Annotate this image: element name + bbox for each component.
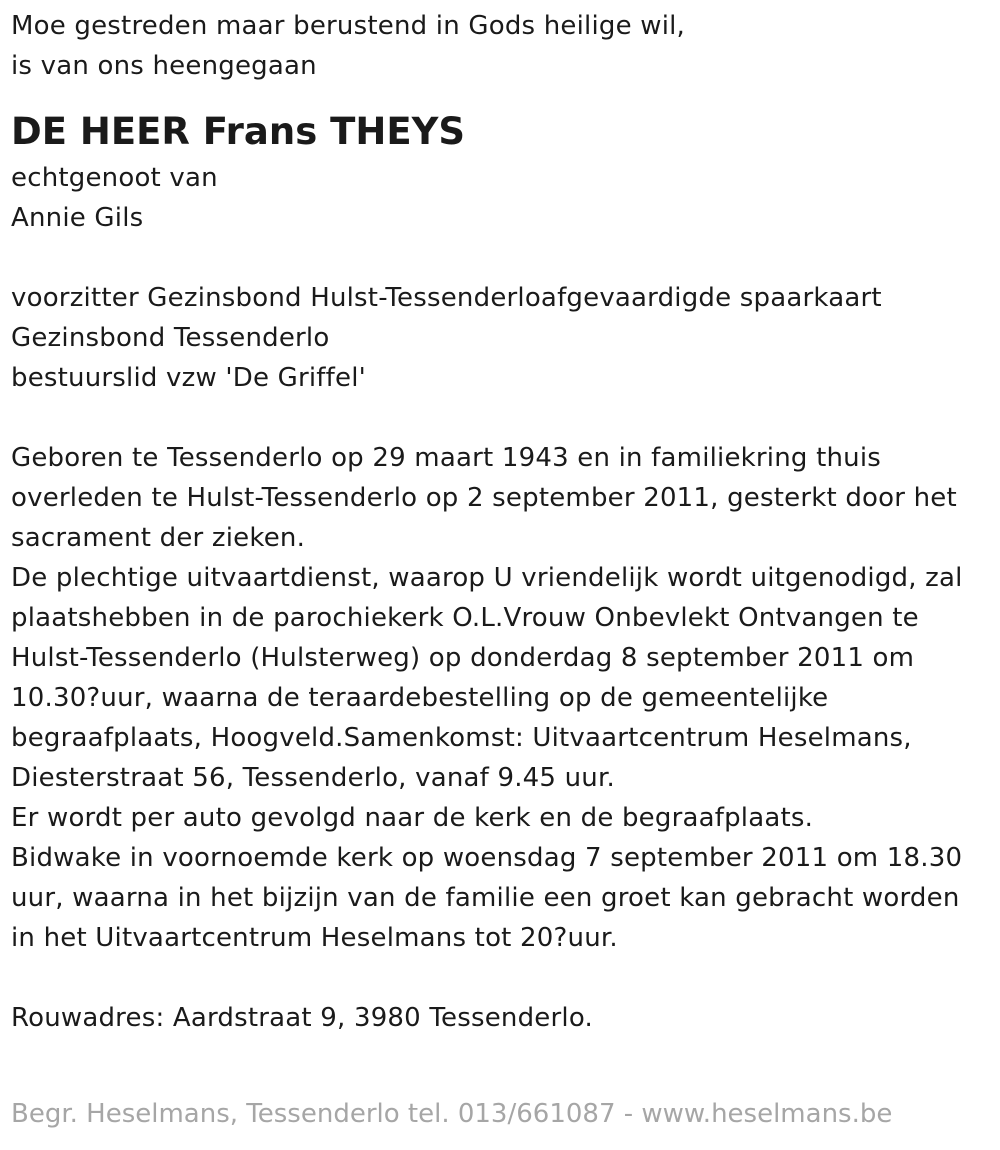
body-line: overleden te Hulst-Tessenderlo op 2 september 2011, gesterkt door het — [11, 483, 957, 513]
spouse-line: echtgenoot van — [11, 163, 218, 193]
body-line: in het Uitvaartcentrum Heselmans tot 20?uur. — [11, 923, 618, 953]
body-line: Er wordt per auto gevolgd naar de kerk en de begraafplaats. — [11, 803, 814, 833]
intro-line: is van ons heengegaan — [11, 51, 317, 81]
body-line: 10.30?uur, waarna de teraardebestelling op de gemeentelijke — [11, 683, 829, 713]
body-line: Geboren te Tessenderlo op 29 maart 1943 en in familiekring thuis — [11, 443, 881, 473]
body-line: Bidwake in voornoemde kerk op woensdag 7 september 2011 om 18.30 — [11, 843, 963, 873]
spouse-block — [11, 158, 991, 238]
intro-line: Moe gestreden maar berustend in Gods heilige wil, — [11, 11, 686, 41]
mourning-address: Rouwadres: Aardstraat 9, 3980 Tessenderlo. — [11, 1003, 593, 1033]
function-line: Gezinsbond Tessenderlo — [11, 323, 330, 353]
body-line: uur, waarna in het bijzijn van de familie een groet kan gebracht worden — [11, 883, 960, 913]
intro-block — [11, 6, 991, 86]
funeral-home-footer: Begr. Heselmans, Tessenderlo tel. 013/661087 - www.heselmans.be — [11, 1099, 893, 1129]
deceased-name: DE HEER Frans THEYS — [11, 110, 466, 153]
body-line: begraafplaats, Hoogveld.Samenkomst: Uitvaartcentrum Heselmans, — [11, 723, 912, 753]
spouse-line: Annie Gils — [11, 203, 144, 233]
body-line: Diesterstraat 56, Tessenderlo, vanaf 9.45 uur. — [11, 763, 615, 793]
obituary-notice — [11, 6, 991, 1038]
function-line: bestuurslid vzw 'De Griffel' — [11, 363, 366, 393]
functions-block — [11, 278, 991, 398]
body-line: sacrament der zieken. — [11, 523, 306, 553]
body-line: Hulst-Tessenderlo (Hulsterweg) op donderdag 8 september 2011 om — [11, 643, 915, 673]
body-line: plaatshebben in de parochiekerk O.L.Vrouw Onbevlekt Ontvangen te — [11, 603, 919, 633]
function-line: voorzitter Gezinsbond Hulst-Tessenderloafgevaardigde spaarkaart — [11, 283, 882, 313]
body-block — [11, 438, 991, 958]
body-line: De plechtige uitvaartdienst, waarop U vriendelijk wordt uitgenodigd, zal — [11, 563, 963, 593]
